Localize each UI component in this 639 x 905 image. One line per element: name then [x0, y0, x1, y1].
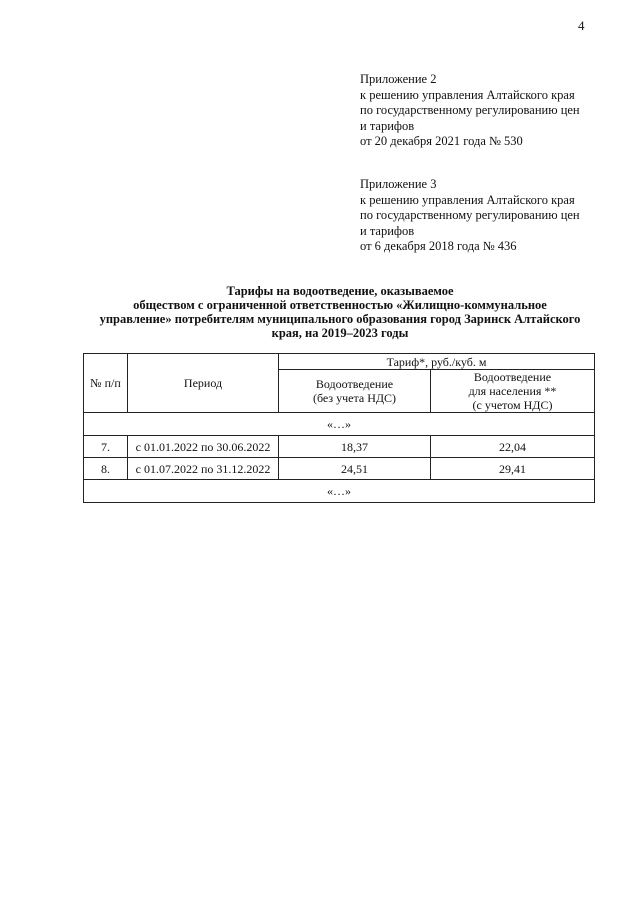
title-line: края, на 2019–2023 годы: [271, 326, 409, 340]
appendix-line: по государственному регулированию цен: [360, 208, 580, 222]
title-line: Тарифы на водоотведение, оказываемое: [226, 284, 454, 298]
header-sewerage-population-vat: [431, 370, 595, 413]
tariff-table: [83, 353, 595, 503]
appendix-line: к решению управления Алтайского края: [360, 87, 575, 102]
page-number: 4: [578, 18, 585, 33]
header-sewerage-no-vat: [279, 370, 431, 413]
cell-period: с 01.07.2022 по 31.12.2022: [128, 458, 279, 480]
header-num: № п/п: [84, 354, 128, 413]
appendix-line: от 6 декабря 2018 года № 436: [360, 239, 517, 253]
cell-tariff-population: 22,04: [431, 436, 595, 458]
appendix-2-block: [360, 72, 632, 150]
cell-period: с 01.01.2022 по 30.06.2022: [128, 436, 279, 458]
table-row: [84, 458, 595, 480]
appendix-line: и тарифов: [360, 223, 415, 238]
appendix-line: по государственному регулированию цен: [360, 103, 580, 117]
appendix-line: от 20 декабря 2021 года № 530: [360, 134, 523, 148]
header-line: Водоотведение: [315, 377, 394, 391]
document-title: [80, 284, 600, 340]
header-period: Период: [128, 354, 279, 413]
cell-tariff-no-vat: 24,51: [279, 458, 431, 480]
header-tariff-group: Тариф*, руб./куб. м: [279, 354, 595, 370]
appendix-3-block: [360, 177, 632, 255]
title-line: обществом с ограниченной ответственностью «Жилищно-коммунальное: [133, 298, 547, 312]
title-line: управление» потребителям муниципального образования город Заринск Алтайского: [99, 312, 581, 326]
cell-num: 7.: [84, 436, 128, 458]
header-line: (без учета НДС): [312, 391, 397, 405]
appendix-line: и тарифов: [360, 118, 415, 133]
appendix-line: Приложение 3: [360, 177, 437, 191]
appendix-line: к решению управления Алтайского края: [360, 192, 575, 207]
header-line: Водоотведение: [473, 370, 552, 384]
header-line: (с учетом НДС): [472, 398, 553, 412]
appendix-line: Приложение 2: [360, 72, 437, 86]
header-line: для населения **: [468, 384, 557, 398]
cell-num: 8.: [84, 458, 128, 480]
ellipsis-row-end: «…»: [84, 480, 595, 503]
ellipsis-row: «…»: [84, 413, 595, 436]
table-row: [84, 436, 595, 458]
cell-tariff-no-vat: 18,37: [279, 436, 431, 458]
cell-tariff-population: 29,41: [431, 458, 595, 480]
